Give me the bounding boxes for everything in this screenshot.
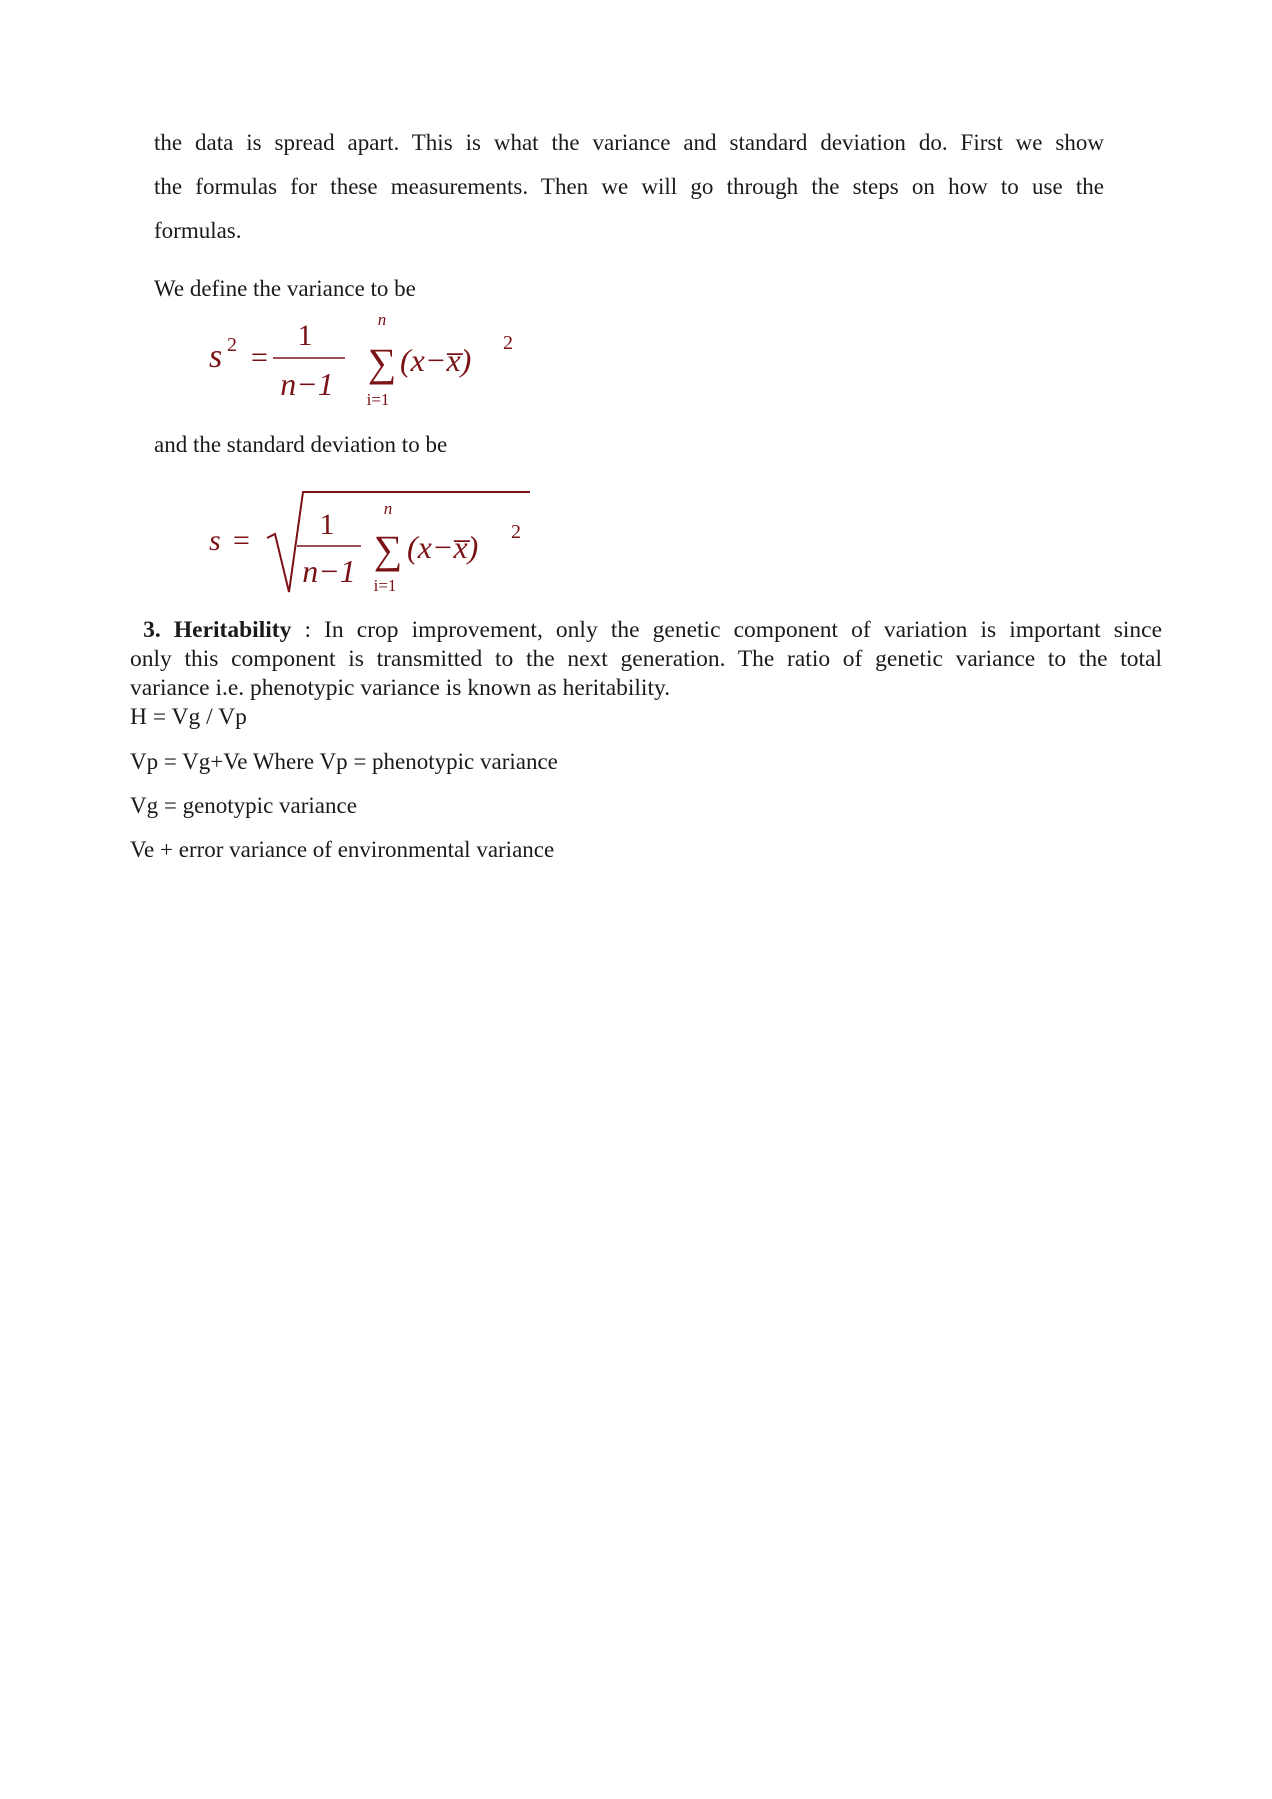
heritability-line-1-rest: : In crop improvement, only the genetic component of variation is important since [291,617,1163,643]
stddev-formula [195,480,535,600]
stddev-numerator: 1 [319,508,335,541]
intro-line-1: the data is spread apart. This is what the variance and standard deviation do. First we show [154,130,1104,155]
stddev-intro: and the standard deviation to be [154,432,448,457]
variance-numerator: 1 [297,319,313,352]
stddev-lhs: s [209,524,221,557]
stddev-sigma: ∑ [373,527,403,572]
variance-sum-top: n [377,310,387,329]
variance-eq: = [251,341,268,374]
heritability-heading: 3. Heritability [143,617,292,643]
intro-line-3: formulas. [154,218,242,243]
intro-paragraph [154,121,1104,253]
stddev-sum-top: n [383,499,393,518]
stddev-term-exp: 2 [511,521,521,543]
stddev-denominator: n−1 [302,553,356,589]
variance-denominator: n−1 [280,366,334,402]
variance-intro: We define the variance to be [154,276,416,301]
variance-lhs-exp: 2 [227,334,237,356]
heritability-line-3: variance i.e. phenotypic variance is known as heritability. [130,675,671,701]
heritability-paragraph [130,616,1162,732]
stddev-eq: = [233,524,250,557]
intro-line-2: the formulas for these measurements. Then we will go through the steps on how to use the [154,174,1104,199]
variance-lhs: s [209,338,223,375]
heritability-line-1 [130,616,1162,645]
stddev-sum-bottom: i=1 [373,576,397,595]
heritability-line-2: only this component is transmitted to the next generation. The ratio of genetic variance to the total [130,646,1162,672]
def-vp: Vp = Vg+Ve Where Vp = phenotypic variance [130,749,558,774]
def-ve: Ve + error variance of environmental variance [130,837,555,862]
variance-formula [195,305,535,415]
variance-term-exp: 2 [503,332,513,354]
heritability-formula: H = Vg / Vp [130,704,247,730]
stddev-term: (x−x̅) [407,529,479,565]
variance-sum-bottom: i=1 [366,390,390,409]
variance-sigma: ∑ [367,340,397,385]
def-vg: Vg = genotypic variance [130,793,357,818]
variance-term: (x−x̅) [400,342,472,378]
